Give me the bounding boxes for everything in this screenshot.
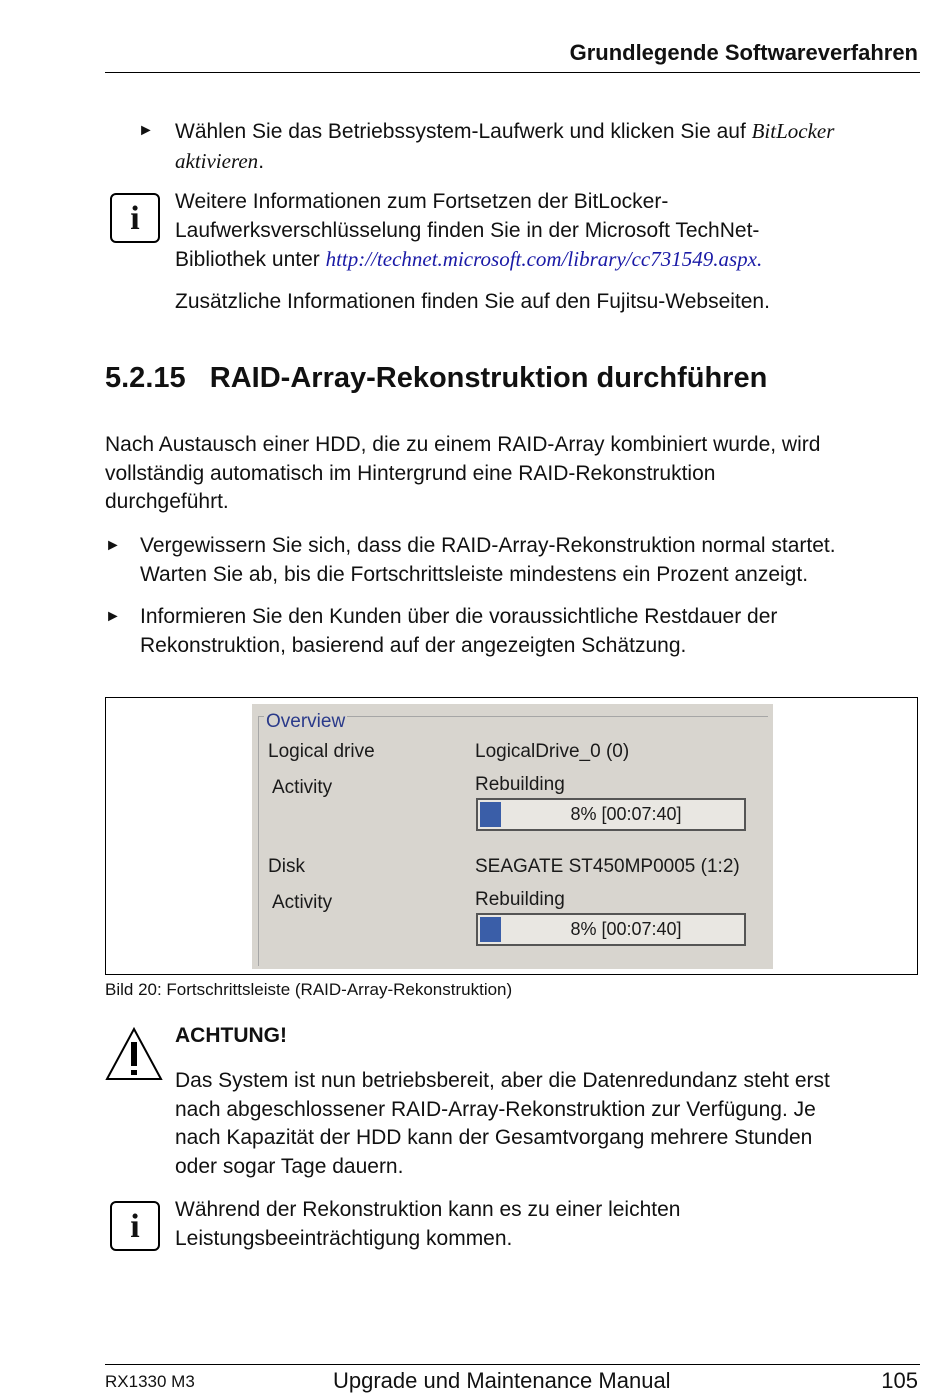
warning-line4: oder sogar Tage dauern. xyxy=(175,1154,404,1178)
warning-triangle-icon xyxy=(104,1026,164,1082)
info2-line2: Leistungsbeeinträchtigung kommen. xyxy=(175,1226,513,1250)
triangle-right-icon: ► xyxy=(138,122,154,139)
info-icon: i xyxy=(110,1201,160,1251)
warning-text xyxy=(175,1067,920,1181)
disk-label: Disk xyxy=(268,856,305,877)
section-paragraph xyxy=(105,431,920,517)
intro-bullet-text: Wählen Sie das Betriebssystem-Laufwerk und klicken Sie auf xyxy=(175,120,752,143)
para-line1: Nach Austausch einer HDD, die zu einem RAID-Array kombiniert wurde, wird xyxy=(105,433,821,456)
footer-model: RX1330 M3 xyxy=(105,1372,195,1391)
para-line2: vollständig automatisch im Hintergrund eine RAID-Rekonstruktion xyxy=(105,461,716,485)
aktivieren-term: aktivieren xyxy=(175,148,259,173)
info-block-2 xyxy=(175,1196,920,1253)
triangle-right-icon: ► xyxy=(105,537,121,554)
progress-text-1: 8% [00:07:40] xyxy=(570,804,682,824)
activity-value-2: Rebuilding xyxy=(475,889,565,910)
figure-caption: Bild 20: Fortschrittsleiste (RAID-Array-Rekonstruktion) xyxy=(105,980,513,999)
section-title: 5.2.15 RAID-Array-Rekonstruktion durchführen xyxy=(105,362,768,394)
progress-bar-1 xyxy=(476,798,746,831)
info1-extra: Zusätzliche Informationen finden Sie auf den Fujitsu-Webseiten. xyxy=(175,290,770,313)
page-header-title: Grundlegende Softwareverfahren xyxy=(569,40,918,65)
info1-line3 xyxy=(175,245,920,275)
intro-bullet-end: . xyxy=(258,149,265,173)
logical-drive-value: LogicalDrive_0 (0) xyxy=(475,741,630,762)
footer-manual-title: Upgrade und Maintenance Manual xyxy=(333,1368,671,1393)
logical-drive-label: Logical drive xyxy=(268,741,375,762)
para-line3: durchgeführt. xyxy=(105,490,229,513)
page-number: 105 xyxy=(881,1368,918,1393)
step1-line2: Warten Sie ab, bis die Fortschrittsleiste mindestens ein Prozent anzeigt. xyxy=(140,562,809,586)
step1-line1: Vergewissern Sie sich, dass die RAID-Array-Rekonstruktion normal startet. xyxy=(140,534,836,557)
info1-line2: Laufwerksverschlüsselung finden Sie in der Microsoft TechNet- xyxy=(175,218,760,242)
bitlocker-term: BitLocker xyxy=(751,119,835,143)
info1-line1: Weitere Informationen zum Fortsetzen der BitLocker- xyxy=(175,190,669,213)
progress-bar-2 xyxy=(476,913,746,946)
step2-line2: Rekonstruktion, basierend auf der angezeigten Schätzung. xyxy=(140,633,687,657)
info1-line3-text: Bibliothek unter xyxy=(175,248,326,271)
activity-label-1: Activity xyxy=(272,777,333,798)
activity-label-2: Activity xyxy=(272,892,333,913)
info-icon: i xyxy=(110,193,160,243)
info2-line1: Während der Rekonstruktion kann es zu einer leichten xyxy=(175,1198,681,1221)
technet-link[interactable]: http://technet.microsoft.com/library/cc731549.aspx. xyxy=(325,247,763,271)
warning-line2: nach abgeschlossener RAID-Array-Rekonstruktion zur Verfügung. Je xyxy=(175,1097,816,1121)
step-1 xyxy=(140,532,920,589)
triangle-right-icon: ► xyxy=(105,608,121,625)
step-2 xyxy=(140,603,920,660)
activity-value-1: Rebuilding xyxy=(475,774,565,795)
footer-rule xyxy=(105,1364,920,1365)
step2-line1: Informieren Sie den Kunden über die voraussichtliche Restdauer der xyxy=(140,605,778,628)
overview-legend: Overview xyxy=(266,711,346,732)
warning-title: ACHTUNG! xyxy=(175,1024,287,1047)
header-rule xyxy=(105,72,920,73)
warning-line1: Das System ist nun betriebsbereit, aber die Datenredundanz steht erst xyxy=(175,1069,830,1092)
progress-text-2: 8% [00:07:40] xyxy=(570,919,682,939)
info-block-1 xyxy=(175,188,920,275)
disk-value: SEAGATE ST450MP0005 (1:2) xyxy=(475,856,740,877)
intro-bullet xyxy=(175,117,920,176)
warning-line3: nach Kapazität der HDD kann der Gesamtvorgang mehrere Stunden xyxy=(175,1126,813,1149)
